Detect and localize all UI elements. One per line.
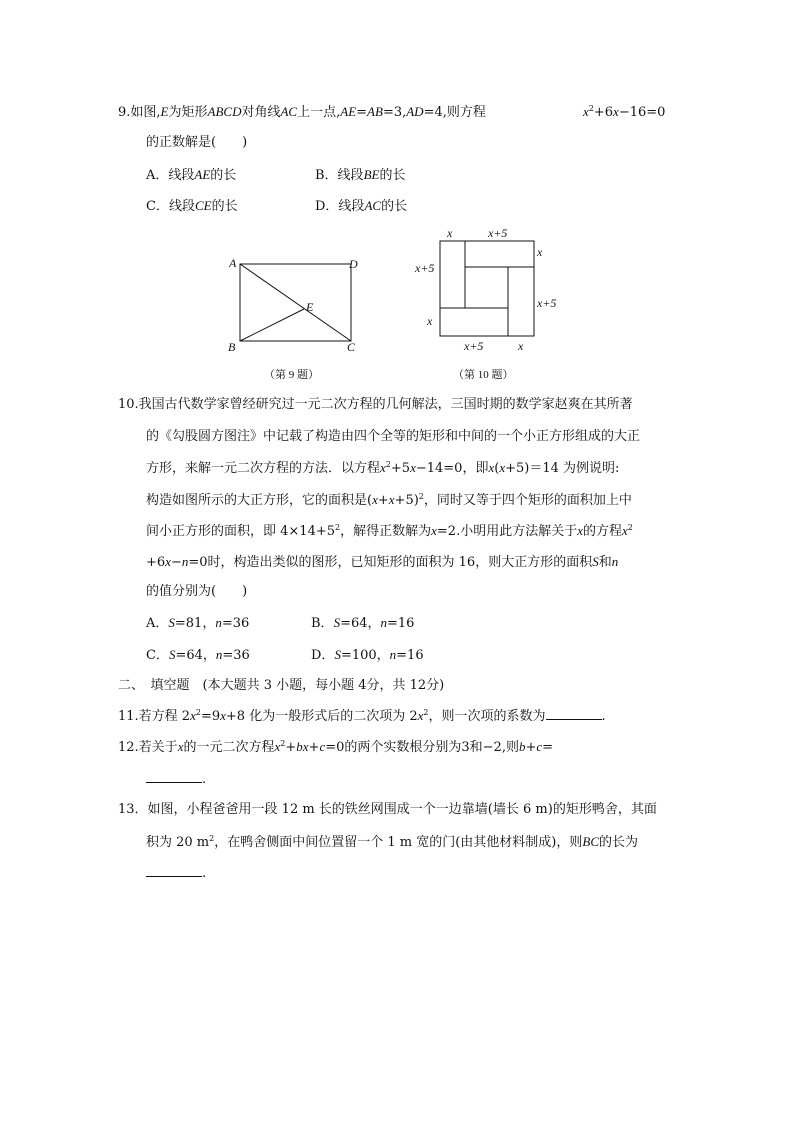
label-bottom-x: x (518, 339, 524, 353)
rect-bottom (440, 308, 508, 336)
label-d: D (349, 257, 358, 271)
q10-option-c[interactable]: C．S=64，n=36 (146, 647, 250, 663)
figure-10-caption: （第 10 题） (453, 369, 514, 381)
q9-line1: 9.如图,E为矩形ABCD对角线AC上一点,AE=AB=3,AD=4,则方程 (118, 104, 486, 120)
q10-line5: 间小正方形的面积，即 $4\times 14+5^2$，解得正数解为x=2.小明用此方法解关于x的方程$x^2$ (146, 523, 633, 539)
q10-option-b[interactable]: B．S=64，n=16 (311, 615, 415, 631)
q13-line3: . (146, 864, 206, 883)
q12-answer-blank[interactable] (146, 770, 202, 783)
q13-line2: 积为 20 $m^2$，在鸭舍侧面中间位置留一个 1 m 宽的门(由其他材料制成)，则BC的长为 (146, 834, 639, 850)
label-right-x5: x+5 (537, 296, 557, 310)
big-square (440, 241, 534, 336)
label-c: C (347, 340, 356, 354)
q9-line2: 的正数解是( ) (146, 135, 248, 150)
label-right-x: x (537, 245, 543, 259)
figure-10 (405, 225, 585, 385)
q10-option-d[interactable]: D．S=100，n=16 (311, 647, 424, 663)
q9-option-d[interactable]: D．线段AC的长 (315, 198, 408, 214)
q10-line6: +6x−n=0时，构造出类似的图形，已知矩形的面积为 16，则大正方形的面积S和n (146, 554, 619, 570)
q10-line7: 的值分别为( ) (146, 584, 248, 599)
figure-9-caption: （第 9 题） (264, 369, 319, 381)
q9-option-b[interactable]: B．线段BE的长 (315, 167, 406, 183)
label-e: E (306, 300, 314, 314)
rect-top (465, 241, 534, 267)
segment-be (240, 309, 304, 341)
q10-line1: 10.我国古代数学家曾经研究过一元二次方程的几何解法，三国时期的数学家赵爽在其所著 (118, 397, 633, 412)
q9-option-a[interactable]: A．线段AE的长 (146, 167, 237, 183)
q12-line2: . (146, 770, 206, 789)
q10-option-a[interactable]: A．S=81，n=36 (146, 615, 250, 631)
label-b: B (228, 340, 236, 354)
label-left-x5: x+5 (415, 261, 435, 275)
q9-option-c[interactable]: C．线段CE的长 (146, 198, 238, 214)
q12: 12.若关于x的一元二次方程$x^2+bx+c=0$的两个实数根分别为3和−2,则b+c= (118, 739, 554, 755)
label-top-x5: x+5 (488, 226, 508, 240)
section-2-heading: 二、 填空题 (本大题共 3 小题，每小题 4分，共 12分) (118, 678, 445, 693)
q10-line3: 方形，来解一元二次方程的方法．以方程$x^2+5x-14=0$，即x(x+5)＝14 为例说明: (146, 460, 620, 476)
q10-line2: 的《勾股圆方图注》中记载了构造由四个全等的矩形和中间的一个小正方形组成的大正 (146, 429, 641, 444)
q10-line4: 构造如图所示的大正方形，它的面积是$(x+x+5)^2$，同时又等于四个矩形的面积加上中 (146, 492, 632, 508)
q13-answer-blank[interactable] (146, 864, 202, 877)
q9-equation: $x^2+6x-16=0$ (583, 104, 666, 120)
label-top-x: x (447, 226, 453, 240)
rect-left (440, 241, 465, 308)
label-bottom-x5: x+5 (464, 339, 484, 353)
diagonal-ac (240, 264, 351, 341)
label-a: A (229, 256, 237, 270)
small-square (465, 267, 508, 308)
q11-answer-blank[interactable] (546, 707, 602, 720)
q13-line1: 13．如图，小程爸爸用一段 12 m 长的铁丝网围成一个一边靠墙(墙长 6 m)的矩形鸭舍，其面 (118, 802, 657, 817)
figure-9 (222, 248, 382, 388)
rect-right (508, 267, 534, 336)
q11: 11.若方程 $2x^2=9x+8$ 化为一般形式后的二次项为 $2x^2$，则一次项的系数为 . (118, 708, 606, 724)
label-left-x: x (427, 314, 433, 328)
